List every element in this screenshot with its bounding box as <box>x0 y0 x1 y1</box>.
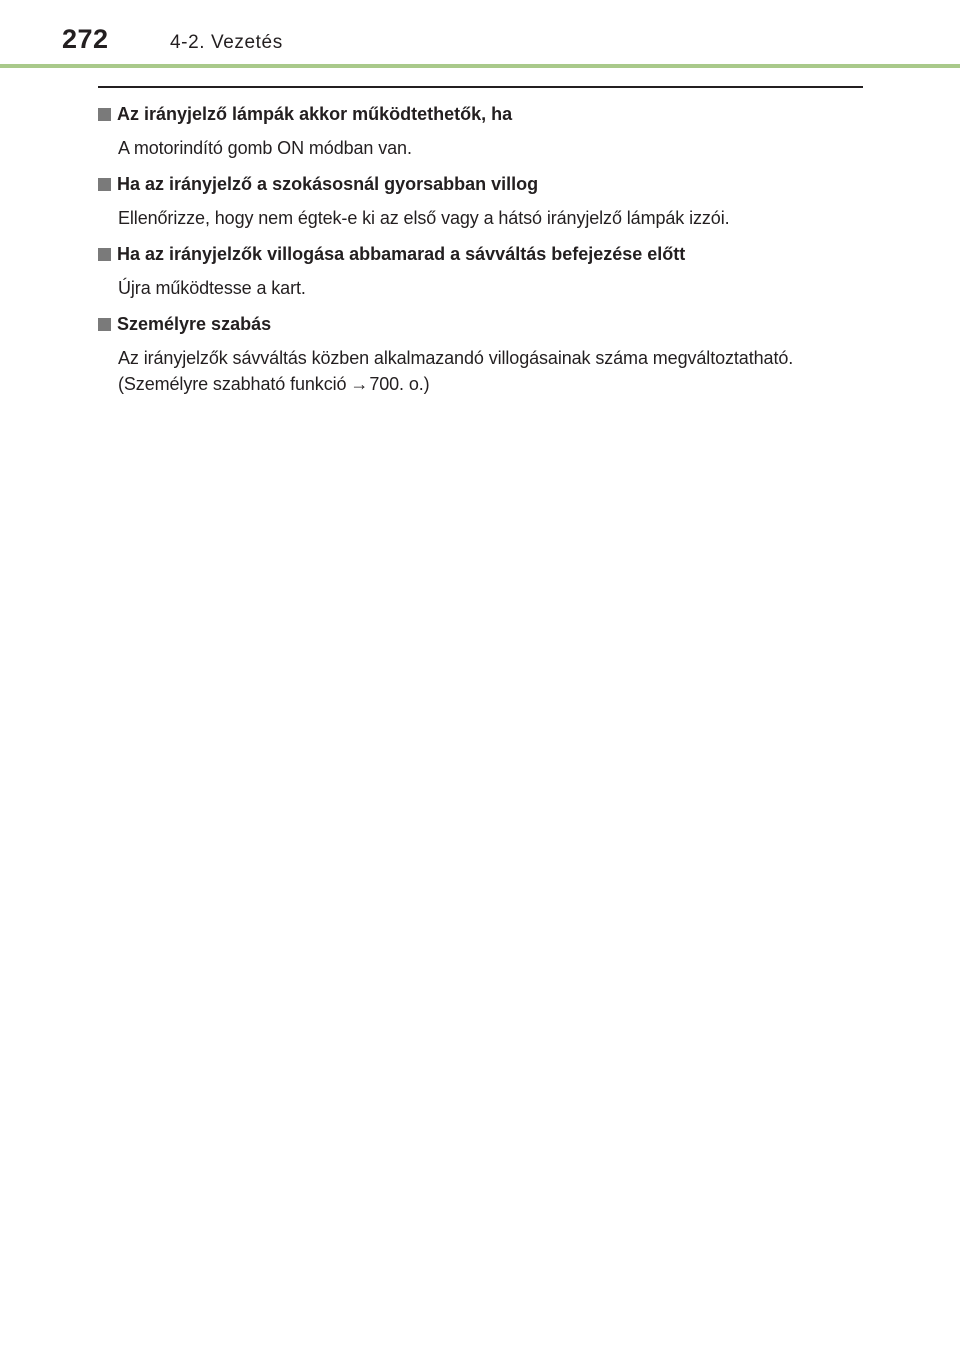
item-heading <box>98 100 868 128</box>
page-number: 272 <box>62 24 109 54</box>
square-bullet-icon <box>98 248 111 261</box>
list-item <box>98 240 868 301</box>
item-body-text: Újra működtesse a kart. <box>118 278 306 298</box>
page-reference <box>118 371 868 397</box>
item-heading-text: Személyre szabás <box>117 314 272 334</box>
page-content <box>98 100 868 406</box>
item-body-text: A motorindító gomb ON módban van. <box>118 138 412 158</box>
item-body <box>118 135 868 161</box>
square-bullet-icon <box>98 318 111 331</box>
item-body-text: Ellenőrizze, hogy nem égtek-e ki az első vagy a hátsó irányjelző lámpák izzói. <box>118 208 730 228</box>
item-heading <box>98 310 868 338</box>
item-body <box>118 345 868 397</box>
item-heading-text: Ha az irányjelzők villogása abbamarad a sávváltás befejezése előtt <box>117 244 686 264</box>
reference-page: 700. o.) <box>369 374 430 394</box>
header-rule <box>0 64 960 68</box>
item-heading <box>98 240 868 268</box>
item-heading-text: Az irányjelző lámpák akkor működtethetők, ha <box>117 104 513 124</box>
item-body <box>118 205 868 231</box>
section-title: 4-2. Vezetés <box>170 32 283 53</box>
page-header <box>0 0 960 68</box>
reference-prefix: (Személyre szabható funkció <box>118 374 347 394</box>
item-heading-text: Ha az irányjelző a szokásosnál gyorsabban villog <box>117 174 539 194</box>
list-item <box>98 100 868 161</box>
list-item <box>98 170 868 231</box>
item-heading <box>98 170 868 198</box>
item-body <box>118 275 868 301</box>
list-item <box>98 310 868 397</box>
content-divider <box>98 86 863 88</box>
square-bullet-icon <box>98 108 111 121</box>
arrow-right-icon: → <box>350 374 369 394</box>
item-body-text: Az irányjelzők sávváltás közben alkalmazandó villogásainak száma megváltoztatható. <box>118 348 794 368</box>
square-bullet-icon <box>98 178 111 191</box>
